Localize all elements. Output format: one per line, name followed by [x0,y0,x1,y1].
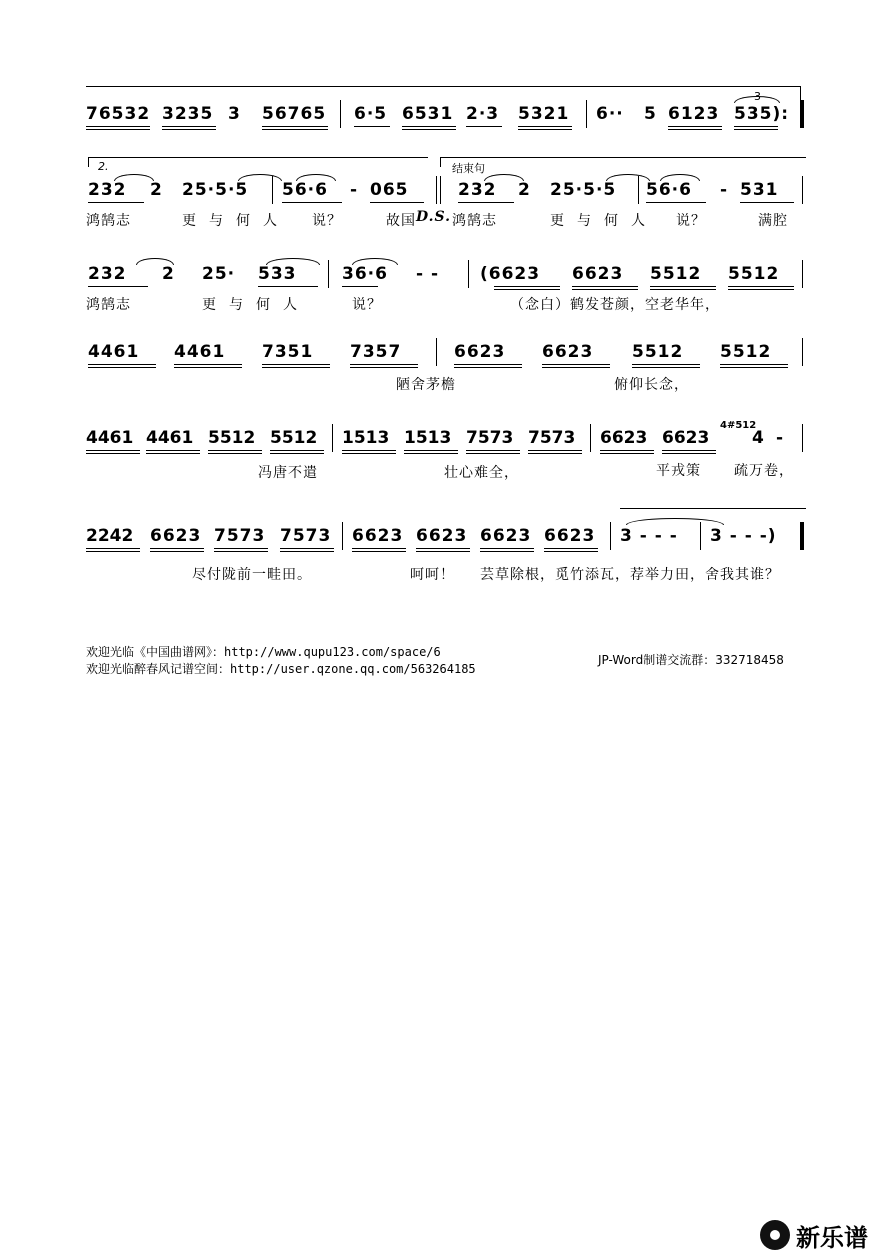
note-group: 6623 [480,526,532,546]
underline [668,129,722,130]
underline [542,364,610,365]
note-group: 6623 [544,526,596,546]
note-group: (6623 [480,264,541,284]
note-group: 25·5·5 [182,180,249,200]
barline [342,522,343,550]
note-group: - [350,180,359,200]
note-group: 6531 [402,104,454,124]
volta-bracket-2 [88,157,428,158]
underline [528,450,582,451]
underline [572,289,638,290]
underline [466,450,520,451]
underline [402,129,456,130]
note-group: 6·· [596,104,624,124]
note-group: 56765 [262,104,327,124]
underline [342,450,396,451]
underline [354,126,390,127]
note-group: 4461 [88,342,140,362]
underline [352,548,406,549]
barline [332,424,333,452]
note-group: 065 [370,180,409,200]
note-group: 56·6 [282,180,328,200]
underline [528,453,582,454]
underline [88,202,144,203]
note-group: 1513 [404,428,452,448]
underline [282,202,342,203]
volta-bracket-2-tick [88,157,89,167]
underline [88,364,156,365]
note-group: 4461 [86,428,134,448]
underline [734,126,778,127]
underline [458,202,514,203]
underline [350,364,418,365]
note-group: 2 [518,180,531,200]
underline [174,367,242,368]
underline [404,450,458,451]
underline [600,450,654,451]
note-group: 7573 [280,526,332,546]
note-group: 7573 [466,428,514,448]
lyric: （念白）鹤发苍颜，空老华年， [510,297,720,313]
underline [650,286,716,287]
underline [572,286,638,287]
note-group: 5321 [518,104,570,124]
underline [518,129,572,130]
lyric: 平戎策 [656,463,701,479]
note-group: 533 [258,264,297,284]
underline [350,367,418,368]
underline [650,289,716,290]
underline [262,367,330,368]
underline [720,364,788,365]
note-group: 232 [88,264,127,284]
triplet-slur [734,96,780,103]
note-group: 2 [162,264,175,284]
underline [262,129,328,130]
note-group: 6623 [352,526,404,546]
note-group: 36·6 [342,264,388,284]
note-group: 7573 [528,428,576,448]
footer-link-2[interactable]: 欢迎光临醉春风记谱空间：http://user.qzone.qq.com/563264185 [86,662,476,676]
underline [734,129,778,130]
note-group: 5512 [270,428,318,448]
underline [262,364,330,365]
tie [238,174,282,181]
underline [728,289,794,290]
underline [480,551,534,552]
lyric: 俯仰长念， [614,377,689,393]
underline [352,551,406,552]
lyric: 满腔 [758,213,788,229]
ds-marking: D.S. [416,209,452,225]
underline [150,551,204,552]
underline [342,286,378,287]
underline [518,126,572,127]
underline [416,548,470,549]
underline [174,364,242,365]
underline [86,126,150,127]
note-group: 56·6 [646,180,692,200]
underline [280,548,334,549]
underline [454,367,522,368]
note-group: 6623 [416,526,468,546]
triplet-mark: 3 [754,90,761,103]
underline [208,450,262,451]
note-group: 5512 [720,342,772,362]
underline [662,453,716,454]
barline [610,522,611,550]
note-group: 7573 [214,526,266,546]
note-group: 5512 [728,264,780,284]
underline [208,453,262,454]
top-rule [86,86,800,87]
coda-bracket [440,157,806,158]
lyric: 更与何人 [202,297,310,313]
underline [480,548,534,549]
note-group: 2·3 [466,104,500,124]
tie [296,174,336,181]
note-group: 3 - - -) [710,526,777,546]
underline [494,289,560,290]
underline [466,126,502,127]
underline [494,286,560,287]
underline [544,551,598,552]
underline [86,450,140,451]
note-group: 6123 [668,104,720,124]
underline [280,551,334,552]
underline [146,453,200,454]
lyric: 故国 [386,213,416,229]
lyric: 鸿鹄志 [86,297,131,313]
underline [162,129,216,130]
tie [352,258,398,265]
underline [86,551,140,552]
barline [802,338,803,366]
lyric: 疏万卷， [734,463,794,479]
underline [740,202,794,203]
barline [700,522,701,550]
barline [436,338,437,366]
tie [606,174,650,181]
note-group: 232 [88,180,127,200]
vinyl-disc-icon [760,1220,790,1250]
grace-notes: 4#512 [720,420,757,431]
coda-bracket-tick [440,157,441,167]
underline [146,450,200,451]
underline [668,126,722,127]
note-group: 2 [150,180,163,200]
final-barline [800,522,804,550]
note-group: 2242 [86,526,134,546]
note-group: 5512 [208,428,256,448]
note-group: 7351 [262,342,314,362]
barline [468,260,469,288]
row6-bracket [620,508,806,509]
note-group: 6·5 [354,104,388,124]
note-group: 6623 [454,342,506,362]
note-group: 6623 [542,342,594,362]
lyric: 说？ [676,213,706,229]
footer-group-info: JP-Word制谱交流群：332718458 [598,653,784,667]
note-group: 5512 [632,342,684,362]
lyric: 尽付陇前一畦田。 [192,567,312,583]
barline [586,100,587,128]
note-group: 1513 [342,428,390,448]
barline [802,260,803,288]
underline [600,453,654,454]
note-group: 6623 [600,428,648,448]
note-group: 5512 [650,264,702,284]
underline [454,364,522,365]
note-group: 535): [734,104,790,124]
volta-2-label: 2. [98,160,109,173]
note-group: 4461 [146,428,194,448]
underline [86,129,150,130]
underline [402,126,456,127]
note-group: 5 [644,104,657,124]
note-group: 4 [752,428,765,448]
note-group: 6623 [662,428,710,448]
note-group: - - [416,264,440,284]
underline [88,367,156,368]
underline [262,126,328,127]
underline [214,548,268,549]
underline [86,548,140,549]
lyric: 壮心难全， [444,465,519,481]
lyric: 鸿鹄志 [452,213,497,229]
note-group: - [720,180,729,200]
underline [162,126,216,127]
lyric: 鸿鹄志 [86,213,131,229]
underline [150,548,204,549]
lyric: 冯唐不遣 [258,465,318,481]
note-group: 3 - - - [620,526,678,546]
repeat-end-barline [800,100,804,128]
note-group: 3235 [162,104,214,124]
underline [416,551,470,552]
lyric: 更与何人 [550,213,658,229]
barline [590,424,591,452]
lyric: 说？ [312,213,342,229]
underline [646,202,706,203]
note-group: 232 [458,180,497,200]
logo-text: 新乐谱 [796,1223,868,1252]
barline [802,424,803,452]
underline [720,367,788,368]
underline [662,450,716,451]
barline [802,176,803,204]
underline [88,286,148,287]
site-logo[interactable] [760,1218,884,1252]
underline [466,453,520,454]
underline [544,548,598,549]
underline [632,367,700,368]
note-group: 25· [202,264,236,284]
note-group: - [776,428,785,448]
note-group: 25·5·5 [550,180,617,200]
tie [136,258,174,265]
underline [404,453,458,454]
footer-link-1[interactable]: 欢迎光临《中国曲谱网》：http://www.qupu123.com/space/6 [86,645,441,659]
lyric: 呵呵！ [410,567,455,583]
barline [440,176,441,204]
underline [370,202,424,203]
note-group: 7357 [350,342,402,362]
tie [660,174,700,181]
note-group: 531 [740,180,779,200]
underline [728,286,794,287]
note-group: 76532 [86,104,151,124]
underline [270,450,324,451]
underline [632,364,700,365]
barline [340,100,341,128]
note-group: 4461 [174,342,226,362]
coda-label: 结束句 [452,162,485,175]
underline [342,453,396,454]
note-group: 3 [228,104,241,124]
note-group: 6623 [572,264,624,284]
underline [258,286,318,287]
barline [436,176,437,204]
tie [114,174,154,181]
tie [484,174,524,181]
lyric: 芸草除根，觅竹添瓦，荐举力田，舍我其谁？ [480,567,780,583]
lyric: 说？ [352,297,382,313]
underline [542,367,610,368]
underline [86,453,140,454]
lyric: 更与何人 [182,213,290,229]
lyric: 陋舍茅檐 [396,377,456,393]
underline [214,551,268,552]
tie [266,258,320,265]
underline [270,453,324,454]
barline [328,260,329,288]
note-group: 6623 [150,526,202,546]
tie [626,518,724,525]
